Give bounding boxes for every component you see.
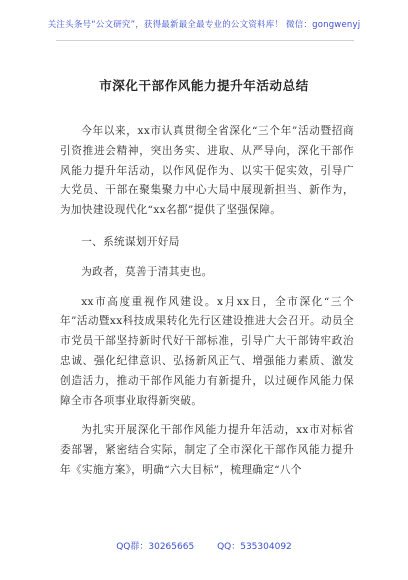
header-notice: 关注头条号“公文研究”，获得最新最全最专业的公文资料库！ 微信：gongwenyj xyxy=(47,20,361,30)
section-heading-1: 一、系统谋划开好局 xyxy=(81,235,180,248)
document-body xyxy=(60,122,354,491)
intro-paragraph: 今年以来，xx市认真贯彻全省深化“三个年”活动暨招商引资推进会精神，突出务实、进取、从严导向，深化干部作风能力提升年活动，以作风促作为、以实干促实效，引导广大党员、干部在聚集聚力中心大局中展现新担当、新作为，为加快建设现代化“xx名都”提供了坚强保障。 xyxy=(60,125,354,217)
body-paragraph-1: xx市高度重视作风建设。x月xx日，全市深化“三个年”活动暨xx科技成果转化先行区建设推进大会召开。动员全市党员干部坚持新时代好干部标准，引导广大干部铸牢政治忠诚、强化纪律意识、弘扬新风正气、增强能力素质、激发创造活力，推动干部作风能力有新提升，以过硬作风能力保障全市各项事业取得新突破。 xyxy=(60,295,354,407)
header-divider xyxy=(56,40,354,41)
footer-contact: QQ群：30265665 QQ：535304092 xyxy=(116,542,292,552)
document-title: 市深化干部作风能力提升年活动总结 xyxy=(99,78,309,93)
quote-paragraph: 为政者，莫善于清其吏也。 xyxy=(81,265,213,278)
body-paragraph-2: 为扎实开展深化干部作风能力提升年活动，xx市对标省委部署，紧密结合实际，制定了全市深化干部作风能力提升年《实施方案》，明确“六大目标”，梳理确定“八个 xyxy=(60,424,354,476)
